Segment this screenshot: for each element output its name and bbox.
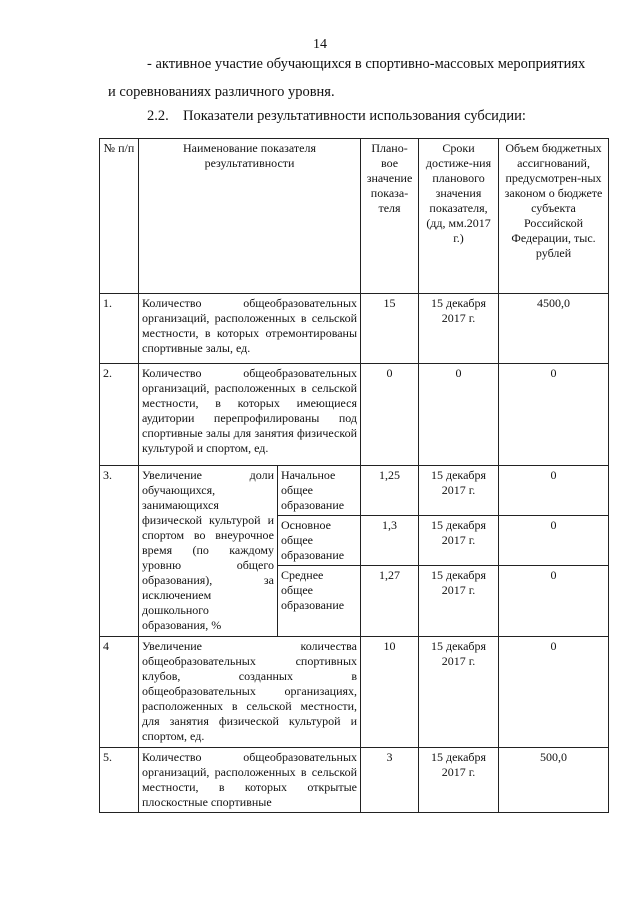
table-row: [100, 364, 609, 466]
row-planned: 3: [361, 748, 419, 813]
indicators-table: [99, 138, 609, 813]
section-title: Показатели результативности использования субсидии:: [183, 108, 526, 124]
sub-deadline: 15 декабря 2017 г.: [419, 566, 499, 637]
sub-deadline: 15 декабря 2017 г.: [419, 516, 499, 566]
sub-level: Среднее общее образование: [278, 566, 361, 637]
row-num: 5.: [100, 748, 139, 813]
table-row: [100, 748, 609, 813]
row-name: Количество общеобразовательных организаций, расположенных в сельской местности, в которых открытые плоскостные спортивные: [139, 748, 361, 813]
row-planned: 0: [361, 364, 419, 466]
row-deadline: 15 декабря 2017 г.: [419, 294, 499, 364]
sub-volume: 0: [499, 466, 609, 516]
header-planned: Плано-вое значение показа-теля: [361, 139, 419, 294]
sub-volume: 0: [499, 516, 609, 566]
header-num: № п/п: [100, 139, 139, 294]
row-name: Увеличение доли обучающихся, занимающихся физической культурой и спортом во внеурочное время (по каждому уровню общего образования), за исключением дошкольного образования, %: [139, 466, 278, 637]
sub-planned: 1,3: [361, 516, 419, 566]
table-header-row: [100, 139, 609, 294]
sub-planned: 1,25: [361, 466, 419, 516]
row-deadline: 15 декабря 2017 г.: [419, 637, 499, 748]
row-volume: 0: [499, 364, 609, 466]
section-heading: [147, 106, 526, 126]
row-planned: 10: [361, 637, 419, 748]
row-deadline: 0: [419, 364, 499, 466]
paragraph-line-2: и соревнованиях различного уровня.: [108, 84, 335, 100]
row-deadline: 15 декабря 2017 г.: [419, 748, 499, 813]
row-num: 2.: [100, 364, 139, 466]
row-num: 4: [100, 637, 139, 748]
sub-level: Основное общее образование: [278, 516, 361, 566]
section-number: 2.2.: [147, 108, 169, 124]
row-volume: 500,0: [499, 748, 609, 813]
table-row: [100, 294, 609, 364]
header-volume: Объем бюджетных ассигнований, предусмотрен-ных законом о бюджете субъекта Российской Федерации, тыс. рублей: [499, 139, 609, 294]
table-row: [100, 466, 609, 516]
header-name: Наименование показателя результативности: [139, 139, 361, 294]
sub-level: Начальное общее образование: [278, 466, 361, 516]
row-volume: 4500,0: [499, 294, 609, 364]
header-deadline: Сроки достиже-ния планового значения показателя, (дд, мм.2017 г.): [419, 139, 499, 294]
row-planned: 15: [361, 294, 419, 364]
paragraph-line-1: - активное участие обучающихся в спортивно-массовых мероприятиях: [147, 56, 586, 72]
sub-deadline: 15 декабря 2017 г.: [419, 466, 499, 516]
row-name: Количество общеобразовательных организаций, расположенных в сельской местности, в которых отремонтированы спортивные залы, ед.: [139, 294, 361, 364]
row-volume: 0: [499, 637, 609, 748]
page-number: 14: [313, 37, 327, 52]
table-row: [100, 637, 609, 748]
row-name: Количество общеобразовательных организаций, расположенных в сельской местности, в которых имеющиеся аудитории перепрофилированы под спортивные залы для занятия физической культурой и спортом, ед.: [139, 364, 361, 466]
row-num: 1.: [100, 294, 139, 364]
sub-volume: 0: [499, 566, 609, 637]
row-name: Увеличение количества общеобразовательных спортивных клубов, созданных в общеобразовательных организациях, расположенных в сельской местности, для занятия физической культурой и спортом, ед.: [139, 637, 361, 748]
sub-planned: 1,27: [361, 566, 419, 637]
row-num: 3.: [100, 466, 139, 637]
